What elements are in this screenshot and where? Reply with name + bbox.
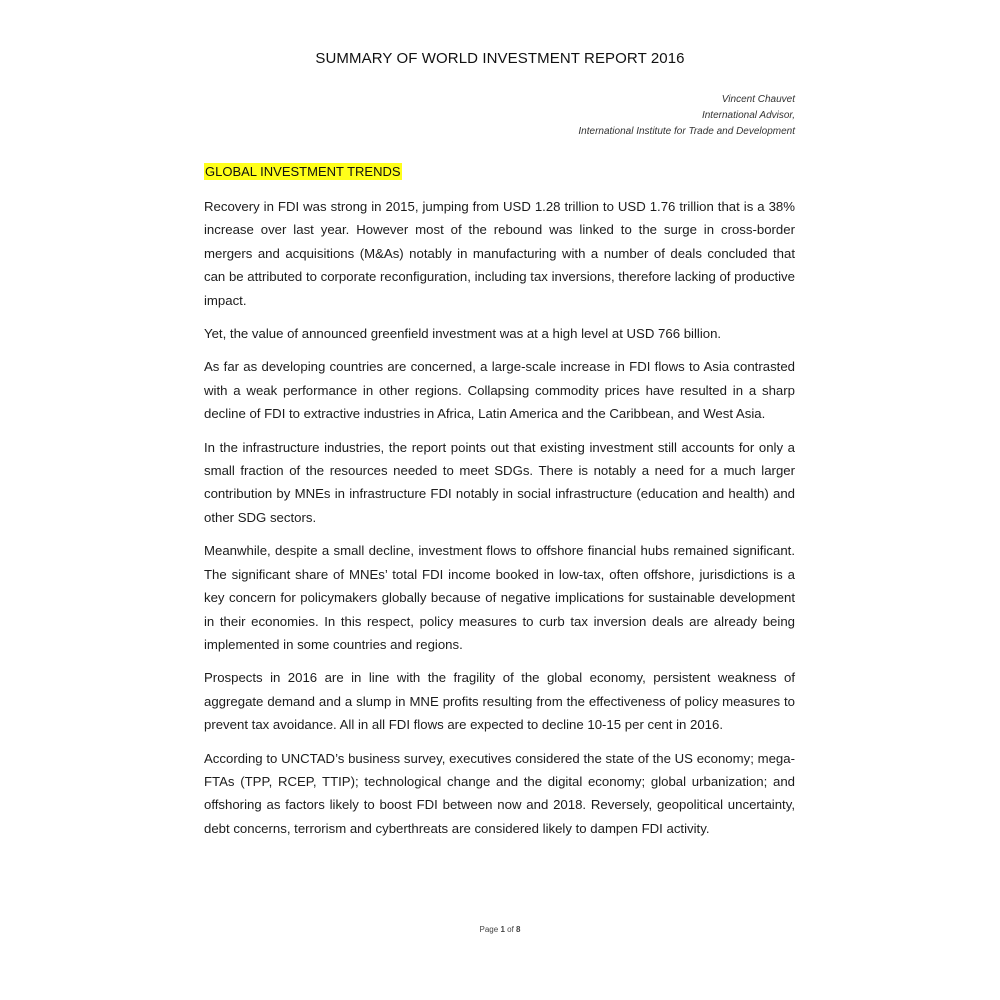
paragraph: As far as developing countries are concerned, a large-scale increase in FDI flows to Asia contrasted with a weak performance in other regions. Collapsing commodity prices have resulted in a sharp decline of FDI to extractive industries in Africa, Latin America and the Caribbean, and West Asia. [204, 359, 795, 422]
paragraph: Recovery in FDI was strong in 2015, jumping from USD 1.28 trillion to USD 1.76 trillion that is a 38% increase over last year. However most of the rebound was linked to the surge in cross-border mergers and acquisitions (M&As) notably in manufacturing with a number of deals concluded that can be attributed to corporate reconfiguration, including tax inversions, therefore lacking of productive impact. [204, 199, 795, 308]
page-label: Page [479, 925, 499, 934]
of-label: of [507, 925, 514, 934]
page-footer [0, 925, 1000, 934]
paragraph: Yet, the value of announced greenfield investment was at a high level at USD 766 billion. [204, 326, 722, 342]
paragraph: In the infrastructure industries, the report points out that existing investment still accounts for only a small fraction of the resources needed to meet SDGs. There is notably a need for a much larger contribution by MNEs in infrastructure FDI notably in social infrastructure (education and health) and other SDG sectors. [204, 439, 795, 525]
paragraph: Meanwhile, despite a small decline, investment flows to offshore financial hubs remained significant. The significant share of MNEs’ total FDI income booked in low-tax, often offshore, jurisdictions is a key concern for policymakers globally because of negative implications for sustainable development in their economies. In this respect, policy measures to curb tax inversion deals are already being implemented in some countries and regions. [204, 543, 795, 652]
paragraph: Prospects in 2016 are in line with the fragility of the global economy, persistent weakness of aggregate demand and a slump in MNE profits resulting from the effectiveness of policy measures to prevent tax avoidance. All in all FDI flows are expected to decline 10-15 per cent in 2016. [204, 670, 795, 733]
paragraph: According to UNCTAD’s business survey, executives considered the state of the US economy; mega-FTAs (TPP, RCEP, TTIP); technological change and the digital economy; global urbanization; and offshoring as factors likely to boost FDI between now and 2018. Reversely, geopolitical uncertainty, debt concerns, terrorism and cyberthreats are considered likely to dampen FDI activity. [204, 750, 795, 836]
section-heading [203, 161, 403, 182]
section-heading-highlight: GLOBAL INVESTMENT TRENDS [205, 164, 401, 179]
author-organization: International Institute for Trade and Development [578, 126, 795, 137]
author-role: International Advisor, [701, 110, 795, 121]
author-name: Vincent Chauvet [721, 94, 795, 105]
author-block [578, 92, 795, 140]
current-page-number: 1 [500, 925, 505, 934]
document-title: SUMMARY OF WORLD INVESTMENT REPORT 2016 [315, 50, 685, 67]
total-pages-number: 8 [516, 925, 521, 934]
body-text [204, 195, 795, 850]
